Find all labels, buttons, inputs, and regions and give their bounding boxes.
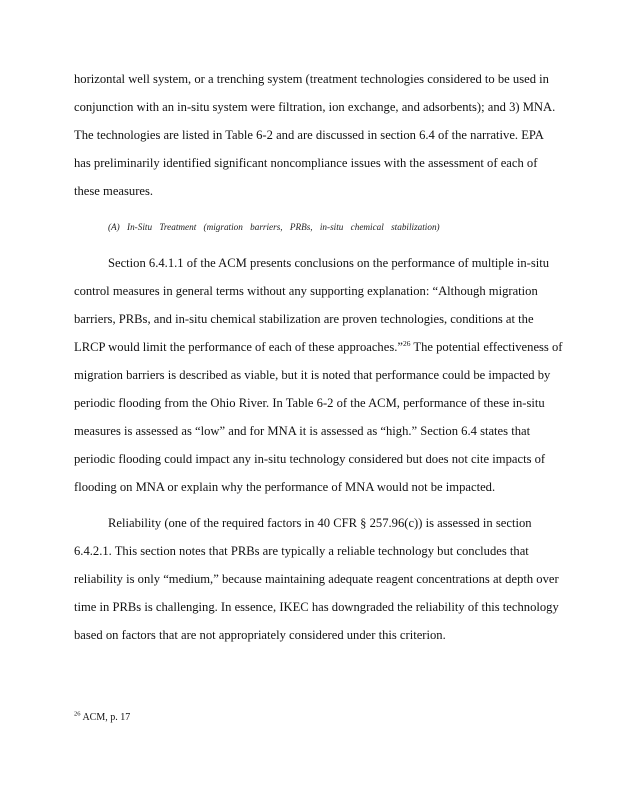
para2-line-4-tail: The potential effectiveness of bbox=[410, 340, 563, 354]
footnote bbox=[74, 712, 130, 723]
para2-line-6: periodic flooding from the Ohio River. In Table 6-2 of the ACM, performance of these in-situ bbox=[74, 396, 545, 410]
para2-line-7: measures is assessed as “low” and for MNA it is assessed as “high.” Section 6.4 states that bbox=[74, 424, 531, 438]
para2-line-2: control measures in general terms without any supporting explanation: “Although migration bbox=[74, 284, 538, 298]
para2-line-3: barriers, PRBs, and in-situ chemical stabilization are proven technologies, conditions at the bbox=[74, 312, 534, 326]
para1-line-1: horizontal well system, or a trenching system (treatment technologies considered to be used in bbox=[74, 72, 549, 86]
para3-line-4: time in PRBs is challenging. In essence, IKEC has downgraded the reliability of this technology bbox=[74, 600, 559, 614]
footnote-number: 26 bbox=[74, 710, 81, 718]
para2-line-8: periodic flooding could impact any in-situ technology considered but does not cite impacts of bbox=[74, 452, 546, 466]
para1-line-3: The technologies are listed in Table 6-2 and are discussed in section 6.4 of the narrative. EPA bbox=[74, 128, 544, 142]
para2-line-4 bbox=[74, 339, 562, 355]
footnote-text: ACM, p. 17 bbox=[80, 712, 131, 723]
section-heading: (A) In-Situ Treatment (migration barriers, PRBs, in-situ chemical stabilization) bbox=[108, 222, 440, 232]
para2-line-4-text: LRCP would limit the performance of each of these approaches.” bbox=[74, 340, 403, 354]
para1-line-2: conjunction with an in-situ system were filtration, ion exchange, and adsorbents); and 3) MNA. bbox=[74, 100, 556, 114]
para2-line-9: flooding on MNA or explain why the performance of MNA would not be impacted. bbox=[74, 480, 496, 494]
para1-line-4: has preliminarily identified significant noncompliance issues with the assessment of each of bbox=[74, 156, 538, 170]
para2-line-5: migration barriers is described as viable, but it is noted that performance could be impacted by bbox=[74, 368, 551, 382]
para3-line-2: 6.4.2.1. This section notes that PRBs are typically a reliable technology but concludes that bbox=[74, 544, 529, 558]
footnote-reference: 26 bbox=[402, 338, 411, 348]
para3-line-5: based on factors that are not appropriately considered under this criterion. bbox=[74, 628, 446, 642]
para2-line-1: Section 6.4.1.1 of the ACM presents conclusions on the performance of multiple in-situ bbox=[108, 256, 550, 270]
para3-line-3: reliability is only “medium,” because maintaining adequate reagent concentrations at depth over bbox=[74, 572, 559, 586]
para1-line-5: these measures. bbox=[74, 184, 154, 198]
para3-line-1: Reliability (one of the required factors in 40 CFR § 257.96(c)) is assessed in section bbox=[108, 516, 532, 530]
